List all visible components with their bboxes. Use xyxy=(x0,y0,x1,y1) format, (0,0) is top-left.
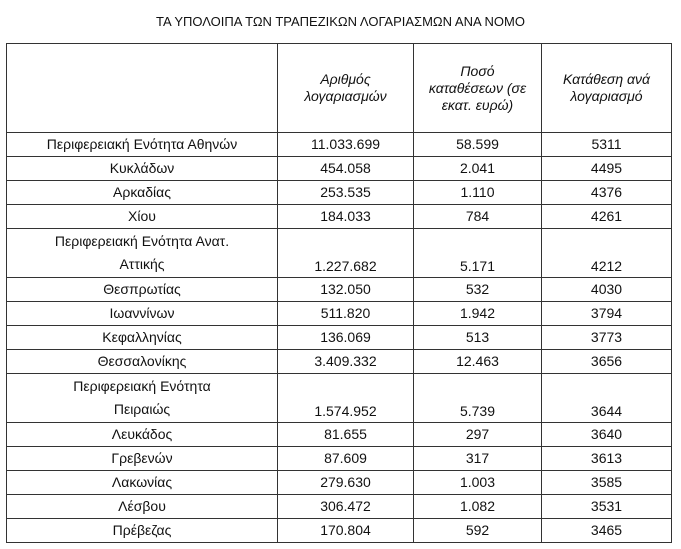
header-accounts: Αριθμός λογαριασμών xyxy=(278,44,414,133)
per-account-cell: 3465 xyxy=(542,519,672,543)
deposits-cell: 5.739 xyxy=(414,374,542,423)
region-cell: Περιφερειακή Ενότητα Αθηνών xyxy=(7,133,278,157)
region-cell: Γρεβενών xyxy=(7,447,278,471)
accounts-cell: 81.655 xyxy=(278,423,414,447)
table-row xyxy=(7,326,672,350)
table-row xyxy=(7,181,672,205)
accounts-cell: 511.820 xyxy=(278,302,414,326)
table-row xyxy=(7,471,672,495)
deposits-cell: 532 xyxy=(414,278,542,302)
header-deposits: Ποσό καταθέσεων (σε εκατ. ευρώ) xyxy=(414,44,542,133)
per-account-cell: 3773 xyxy=(542,326,672,350)
region-cell: Χίου xyxy=(7,205,278,229)
per-account-cell: 4495 xyxy=(542,157,672,181)
deposits-cell: 317 xyxy=(414,447,542,471)
table-row xyxy=(7,157,672,181)
deposits-table xyxy=(6,43,672,543)
accounts-cell: 132.050 xyxy=(278,278,414,302)
region-cell: Περιφερειακή Ενότητα Πειραιώς xyxy=(7,374,278,423)
region-cell: Λευκάδος xyxy=(7,423,278,447)
per-account-cell: 3794 xyxy=(542,302,672,326)
accounts-cell: 87.609 xyxy=(278,447,414,471)
table-row xyxy=(7,519,672,543)
region-cell: Θεσπρωτίας xyxy=(7,278,278,302)
table-row xyxy=(7,374,672,423)
region-cell: Περιφερειακή Ενότητα Ανατ. Αττικής xyxy=(7,229,278,278)
accounts-cell: 1.574.952 xyxy=(278,374,414,423)
deposits-cell: 5.171 xyxy=(414,229,542,278)
per-account-cell: 3531 xyxy=(542,495,672,519)
table-row xyxy=(7,423,672,447)
deposits-cell: 12.463 xyxy=(414,350,542,374)
deposits-cell: 1.082 xyxy=(414,495,542,519)
accounts-cell: 306.472 xyxy=(278,495,414,519)
table-row xyxy=(7,447,672,471)
accounts-cell: 184.033 xyxy=(278,205,414,229)
per-account-cell: 4261 xyxy=(542,205,672,229)
table-row xyxy=(7,278,672,302)
region-cell: Αρκαδίας xyxy=(7,181,278,205)
table-row xyxy=(7,205,672,229)
region-cell: Κεφαλληνίας xyxy=(7,326,278,350)
deposits-cell: 513 xyxy=(414,326,542,350)
region-cell: Λακωνίας xyxy=(7,471,278,495)
deposits-cell: 592 xyxy=(414,519,542,543)
table-title: ΤΑ ΥΠΟΛΟΙΠΑ ΤΩΝ ΤΡΑΠΕΖΙΚΩΝ ΛΟΓΑΡΙΑΣΜΩΝ ΑΝΑ ΝΟΜΟ xyxy=(156,14,525,29)
accounts-cell: 11.033.699 xyxy=(278,133,414,157)
accounts-cell: 1.227.682 xyxy=(278,229,414,278)
region-cell: Κυκλάδων xyxy=(7,157,278,181)
table-row xyxy=(7,229,672,278)
region-cell: Θεσσαλονίκης xyxy=(7,350,278,374)
region-cell: Πρέβεζας xyxy=(7,519,278,543)
deposits-cell: 1.003 xyxy=(414,471,542,495)
accounts-cell: 253.535 xyxy=(278,181,414,205)
accounts-cell: 454.058 xyxy=(278,157,414,181)
deposits-cell: 58.599 xyxy=(414,133,542,157)
region-cell: Ιωαννίνων xyxy=(7,302,278,326)
per-account-cell: 4212 xyxy=(542,229,672,278)
header-region xyxy=(7,44,278,133)
accounts-cell: 279.630 xyxy=(278,471,414,495)
table-row xyxy=(7,495,672,519)
per-account-cell: 3656 xyxy=(542,350,672,374)
header-per-account: Κατάθεση ανά λογαριασμό xyxy=(542,44,672,133)
table-row xyxy=(7,302,672,326)
table-row xyxy=(7,350,672,374)
per-account-cell: 3613 xyxy=(542,447,672,471)
deposits-cell: 1.942 xyxy=(414,302,542,326)
accounts-cell: 3.409.332 xyxy=(278,350,414,374)
per-account-cell: 3644 xyxy=(542,374,672,423)
per-account-cell: 3585 xyxy=(542,471,672,495)
deposits-cell: 297 xyxy=(414,423,542,447)
deposits-cell: 1.110 xyxy=(414,181,542,205)
region-cell: Λέσβου xyxy=(7,495,278,519)
header-row xyxy=(7,44,672,133)
per-account-cell: 4030 xyxy=(542,278,672,302)
deposits-cell: 784 xyxy=(414,205,542,229)
deposits-cell: 2.041 xyxy=(414,157,542,181)
accounts-cell: 170.804 xyxy=(278,519,414,543)
accounts-cell: 136.069 xyxy=(278,326,414,350)
per-account-cell: 3640 xyxy=(542,423,672,447)
per-account-cell: 5311 xyxy=(542,133,672,157)
per-account-cell: 4376 xyxy=(542,181,672,205)
table-row xyxy=(7,133,672,157)
